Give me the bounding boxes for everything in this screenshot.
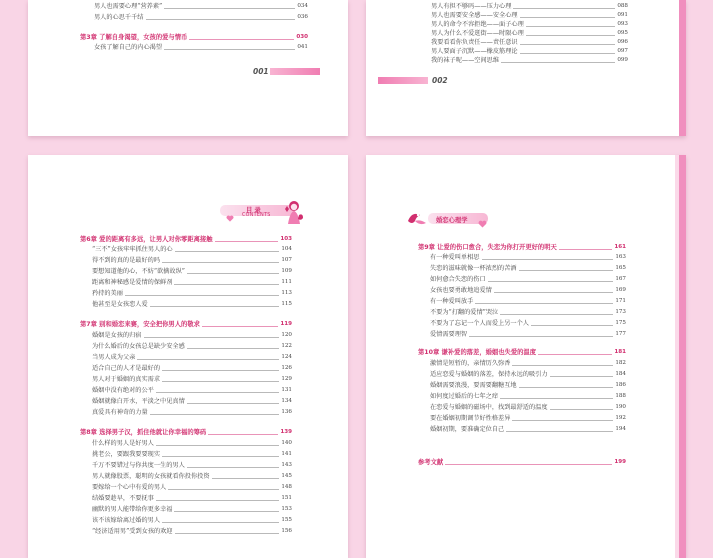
chapter-title: 第7章 别和婚恋来赛，安全把你男人的敬求 bbox=[80, 321, 200, 328]
bird-illustration-icon bbox=[406, 209, 428, 229]
entry-title: 矜持的美丽 bbox=[92, 290, 123, 297]
toc-entry[interactable] bbox=[430, 253, 626, 262]
entry-title: 男人对于婚姻的真实需求 bbox=[92, 376, 161, 383]
toc-entry[interactable] bbox=[92, 256, 292, 265]
entry-page: 122 bbox=[281, 343, 292, 349]
toc-entry[interactable] bbox=[430, 392, 626, 401]
chapter-page: 030 bbox=[296, 34, 308, 40]
entry-page: 099 bbox=[617, 57, 628, 63]
toc-entry[interactable] bbox=[92, 527, 292, 536]
toc-chapter[interactable] bbox=[80, 428, 292, 437]
entry-page: 034 bbox=[297, 3, 308, 9]
entry-title: 男人就像股票，聪明的女孩就看你投你投资 bbox=[92, 473, 210, 480]
chapter-title: 第10章 谦补爱的落差，婚姻也失爱的温度 bbox=[418, 349, 537, 356]
entry-title: 当男人成为父亲 bbox=[92, 354, 136, 361]
entry-page: 124 bbox=[281, 354, 292, 360]
entry-title: 我的袜子呢——空间思维 bbox=[431, 57, 500, 64]
folio-bar bbox=[270, 68, 320, 75]
entry-page: 163 bbox=[615, 254, 626, 260]
entry-title: 如何愈合失恋的伤口 bbox=[430, 276, 486, 283]
entry-page: 192 bbox=[615, 415, 626, 421]
toc-entry[interactable] bbox=[94, 2, 308, 11]
toc-entry[interactable] bbox=[430, 319, 626, 328]
toc-entry[interactable] bbox=[92, 331, 292, 340]
chapter-page: 139 bbox=[280, 429, 292, 435]
entry-title: 婚姻初期，要准确定位自己 bbox=[430, 426, 505, 433]
chapter-page: 181 bbox=[614, 349, 626, 355]
toc-entry[interactable] bbox=[430, 359, 626, 368]
entry-page: 156 bbox=[281, 528, 292, 534]
entry-title: 有一种爱叫单相思 bbox=[430, 254, 480, 261]
entry-title: 激情是短暂的，亲情历久弥香 bbox=[430, 360, 511, 367]
toc-entry[interactable] bbox=[92, 516, 292, 525]
toc-entry[interactable] bbox=[92, 364, 292, 373]
toc-page-3 bbox=[28, 155, 348, 558]
toc-entry[interactable] bbox=[430, 414, 626, 423]
entry-title: 我要看看你负责任——责任意识 bbox=[431, 39, 518, 46]
toc-entry[interactable] bbox=[430, 264, 626, 273]
toc-entry[interactable] bbox=[92, 267, 292, 276]
entry-title: 爱情需要理智 bbox=[430, 331, 468, 338]
pink-edge-bar bbox=[679, 0, 686, 136]
chapter-page: 103 bbox=[280, 236, 292, 242]
toc-chapter[interactable] bbox=[418, 458, 626, 467]
entry-page: 186 bbox=[615, 382, 626, 388]
entry-title: 结婚要趁早，不要抚事 bbox=[92, 495, 154, 502]
toc-entry[interactable] bbox=[431, 56, 628, 65]
toc-entry[interactable] bbox=[92, 408, 292, 417]
toc-header-title: 婚恋心理学 bbox=[436, 217, 468, 224]
entry-title: 男人要面子沉默——橡皮筋理论 bbox=[431, 48, 518, 55]
entry-title: 挑老公，要跟我要要现实 bbox=[92, 451, 161, 458]
chapter-title: 第9章 让爱的伤口愈合，失恋为你打开更好的明天 bbox=[418, 244, 557, 251]
entry-title: “三不”女孩牢牢抓住男人的心 bbox=[92, 246, 173, 253]
entry-title: 失恋的滋味就像一杯浓烈的苦酒 bbox=[430, 265, 517, 272]
entry-page: 096 bbox=[617, 39, 628, 45]
entry-page: 113 bbox=[281, 290, 292, 296]
entry-title: 不要为“打翻的爱情”哭泣 bbox=[430, 309, 499, 316]
toc-entry[interactable] bbox=[92, 397, 292, 406]
toc-entry[interactable] bbox=[92, 289, 292, 298]
toc-header-title: 目 录 bbox=[246, 207, 261, 214]
entry-page: 184 bbox=[615, 371, 626, 377]
entry-page: 173 bbox=[615, 309, 626, 315]
entry-title: 要嫁给一个心中有爱的男人 bbox=[92, 484, 167, 491]
entry-title: 真爱具有神奇的力量 bbox=[92, 409, 148, 416]
entry-page: 171 bbox=[615, 298, 626, 304]
chapter-title: 第3章 了解自身渴望，女孩的爱与情币 bbox=[80, 34, 188, 41]
entry-page: 095 bbox=[617, 30, 628, 36]
toc-entry[interactable] bbox=[94, 43, 308, 52]
toc-entry[interactable] bbox=[430, 403, 626, 412]
entry-title: 女孩了解自己的内心渴望 bbox=[94, 44, 163, 51]
entry-page: 151 bbox=[281, 495, 292, 501]
chapter-page: 119 bbox=[280, 321, 292, 327]
entry-title: 男人有担不够吗——压力心理 bbox=[431, 3, 512, 10]
girl-illustration-icon bbox=[282, 199, 304, 225]
entry-page: 134 bbox=[281, 398, 292, 404]
entry-title: 婚姻就像白开水，平淡之中见真情 bbox=[92, 398, 185, 405]
entry-page: 155 bbox=[281, 517, 292, 523]
entry-page: 136 bbox=[281, 409, 292, 415]
entry-page: 041 bbox=[297, 44, 308, 50]
entry-title: 适应恋爱与婚姻的落差，保持永远的吸引力 bbox=[430, 371, 548, 378]
entry-title: 有一种爱叫放手 bbox=[430, 298, 474, 305]
heart-icon bbox=[226, 207, 234, 214]
toc-entry[interactable] bbox=[92, 472, 292, 481]
entry-title: 婚姻是女孩的归宿 bbox=[92, 332, 142, 339]
toc-page-2 bbox=[366, 0, 686, 136]
chapter-title: 第6章 爱的距离有多远，让男人对你零距离接触 bbox=[80, 236, 213, 243]
entry-page: 131 bbox=[281, 387, 292, 393]
toc-entry[interactable] bbox=[430, 425, 626, 434]
entry-page: 194 bbox=[615, 426, 626, 432]
pink-edge-bar bbox=[679, 155, 686, 558]
toc-entry[interactable] bbox=[92, 386, 292, 395]
entry-page: 190 bbox=[615, 404, 626, 410]
entry-title: 婚姻需要浪漫，要需要翻糖互地 bbox=[430, 382, 517, 389]
entry-title: 千万不要错过与你共度一生的男人 bbox=[92, 462, 185, 469]
entry-title: 要在婚姻初期调节好性格差异 bbox=[430, 415, 511, 422]
entry-title: 得不到的真的是最好的吗 bbox=[92, 257, 161, 264]
toc-entry[interactable] bbox=[431, 11, 628, 20]
toc-entry[interactable] bbox=[430, 381, 626, 390]
toc-entry[interactable] bbox=[92, 439, 292, 448]
toc-chapter[interactable] bbox=[80, 235, 292, 244]
entry-page: 141 bbox=[281, 451, 292, 457]
entry-page: 143 bbox=[281, 462, 292, 468]
toc-entry[interactable] bbox=[431, 2, 628, 11]
entry-page: 088 bbox=[617, 3, 628, 9]
entry-page: 036 bbox=[297, 14, 308, 20]
toc-chapter[interactable] bbox=[80, 320, 292, 329]
chapter-title: 第8章 选择男子汉，抓住他就让你幸福的筹码 bbox=[80, 429, 207, 436]
toc-entry[interactable] bbox=[430, 330, 626, 339]
entry-title: 幽默的男人能带给你更多幸福 bbox=[92, 506, 173, 513]
entry-title: “经济适用男”受到女孩的欢迎 bbox=[92, 528, 173, 535]
entry-title: 适合自己的人才是最好的 bbox=[92, 365, 161, 372]
chapter-page: 161 bbox=[614, 244, 626, 250]
entry-page: 107 bbox=[281, 257, 292, 263]
toc-entry[interactable] bbox=[431, 38, 628, 47]
entry-title: 男人的命令不容拒绝——面子心理 bbox=[431, 21, 524, 28]
chapter-page: 199 bbox=[614, 459, 626, 465]
toc-chapter[interactable] bbox=[418, 243, 626, 252]
chapter-title: 参考文献 bbox=[418, 459, 444, 466]
entry-page: 188 bbox=[615, 393, 626, 399]
entry-page: 109 bbox=[281, 268, 292, 274]
entry-title: 男人也需要安全感——安全心理 bbox=[431, 12, 518, 19]
entry-title: 在恋爱与婚姻的磁场中，找到最舒适的温度 bbox=[430, 404, 548, 411]
toc-entry[interactable] bbox=[92, 353, 292, 362]
entry-page: 167 bbox=[615, 276, 626, 282]
folio-bar bbox=[378, 77, 428, 84]
toc-entry[interactable] bbox=[92, 342, 292, 351]
entry-page: 120 bbox=[281, 332, 292, 338]
toc-entry[interactable] bbox=[92, 245, 292, 254]
toc-entry[interactable] bbox=[92, 505, 292, 514]
entry-page: 169 bbox=[615, 287, 626, 293]
entry-page: 111 bbox=[281, 279, 292, 285]
toc-entry[interactable] bbox=[431, 29, 628, 38]
toc-entry[interactable] bbox=[92, 278, 292, 287]
entry-title: 什么样的男人是好男人 bbox=[92, 440, 154, 447]
entry-page: 165 bbox=[615, 265, 626, 271]
entry-title: 要想知道他的心，不妨“欲擒故纵” bbox=[92, 268, 185, 275]
page-folio: 001 bbox=[253, 67, 269, 76]
toc-entry[interactable] bbox=[430, 275, 626, 284]
toc-entry[interactable] bbox=[92, 450, 292, 459]
entry-title: 他甚至是女孩恋人爱 bbox=[92, 301, 148, 308]
toc-entry[interactable] bbox=[92, 494, 292, 503]
toc-entry[interactable] bbox=[92, 483, 292, 492]
heart-icon bbox=[478, 213, 487, 221]
toc-entry[interactable] bbox=[92, 300, 292, 309]
toc-chapter[interactable] bbox=[418, 348, 626, 357]
toc-entry[interactable] bbox=[430, 370, 626, 379]
entry-title: 不要为了忘记一个人而爱上另一个人 bbox=[430, 320, 529, 327]
entry-page: 115 bbox=[281, 301, 292, 307]
page-folio: 002 bbox=[432, 76, 448, 85]
toc-entry[interactable] bbox=[430, 308, 626, 317]
entry-page: 097 bbox=[617, 48, 628, 54]
entry-page: 175 bbox=[615, 320, 626, 326]
entry-title: 男人也需要心理“营养素” bbox=[94, 3, 163, 10]
entry-title: 该不该嫁给离过婚的男人 bbox=[92, 517, 161, 524]
entry-page: 126 bbox=[281, 365, 292, 371]
entry-page: 091 bbox=[617, 12, 628, 18]
toc-entry[interactable] bbox=[431, 47, 628, 56]
entry-title: 女孩也要勇敢地追爱情 bbox=[430, 287, 492, 294]
toc-entry[interactable] bbox=[92, 461, 292, 470]
entry-title: 为什么婚后的女孩总是缺少安全感 bbox=[92, 343, 185, 350]
toc-page-4 bbox=[366, 155, 686, 558]
toc-entry[interactable] bbox=[92, 375, 292, 384]
entry-page: 145 bbox=[281, 473, 292, 479]
entry-title: 男人的心思千千结 bbox=[94, 14, 144, 21]
entry-page: 104 bbox=[281, 246, 292, 252]
toc-entry[interactable] bbox=[431, 20, 628, 29]
entry-page: 153 bbox=[281, 506, 292, 512]
toc-chapter[interactable] bbox=[80, 33, 308, 42]
entry-title: 如何度过婚后的七年之痒 bbox=[430, 393, 499, 400]
toc-entry[interactable] bbox=[430, 297, 626, 306]
entry-page: 182 bbox=[615, 360, 626, 366]
toc-entry[interactable] bbox=[430, 286, 626, 295]
entry-title: 男人为什么不爱逛街——时限心理 bbox=[431, 30, 524, 37]
entry-page: 093 bbox=[617, 21, 628, 27]
toc-page-1 bbox=[28, 0, 348, 136]
entry-title: 距离和神秘感是爱情的保鲜剂 bbox=[92, 279, 173, 286]
entry-page: 148 bbox=[281, 484, 292, 490]
entry-page: 129 bbox=[281, 376, 292, 382]
entry-page: 140 bbox=[281, 440, 292, 446]
toc-entry[interactable] bbox=[94, 13, 308, 22]
toc-header-subtitle: CONTENTS bbox=[242, 213, 271, 218]
entry-page: 177 bbox=[615, 331, 626, 337]
entry-title: 婚姻中没有绝对的公平 bbox=[92, 387, 154, 394]
